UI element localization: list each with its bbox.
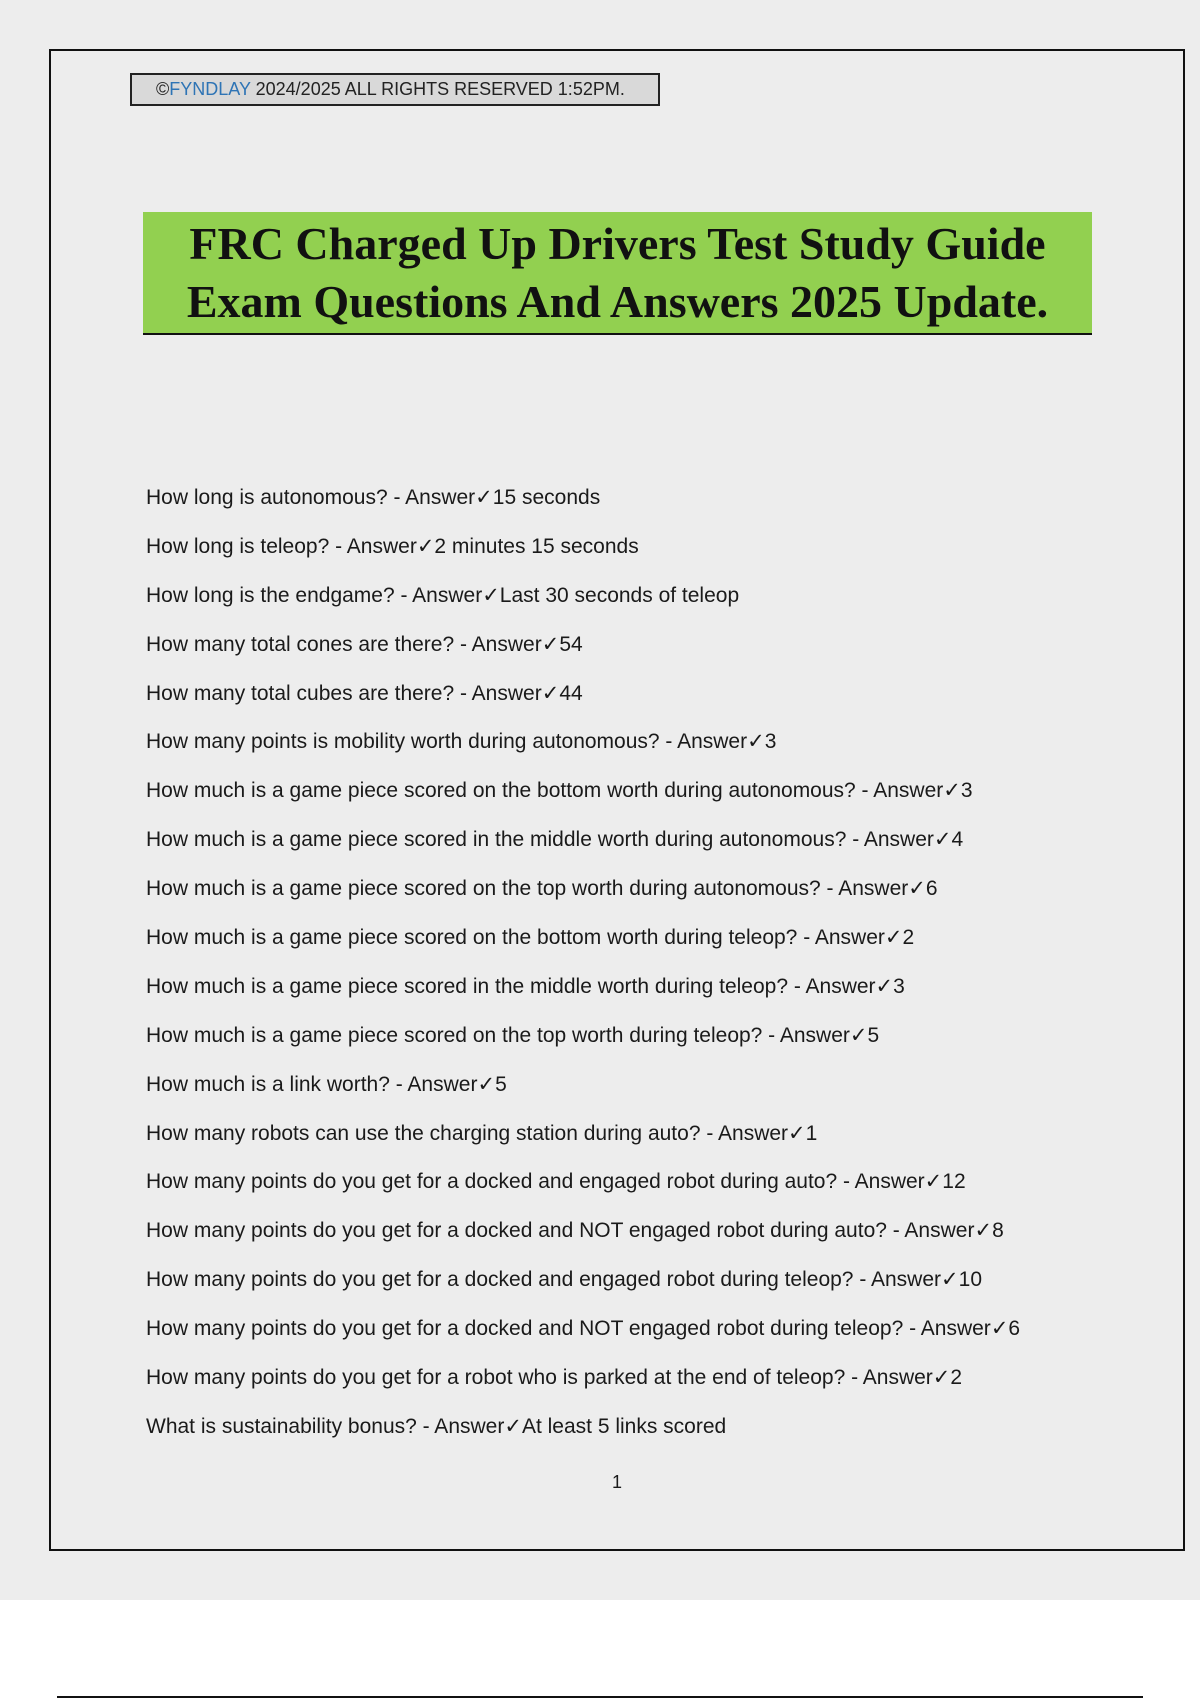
check-icon: ✓ xyxy=(747,730,765,754)
answer-text: 6 xyxy=(1008,1317,1021,1341)
check-icon: ✓ xyxy=(941,1268,959,1292)
answer-text: At least 5 links scored xyxy=(521,1414,727,1438)
qa-item xyxy=(146,1360,1146,1409)
qa-item xyxy=(146,920,1146,969)
qa-item xyxy=(146,627,1146,676)
answer-text: 54 xyxy=(559,632,583,656)
check-icon: ✓ xyxy=(788,1121,806,1145)
qa-item xyxy=(146,871,1146,920)
check-icon: ✓ xyxy=(541,681,560,705)
question-text: How much is a game piece scored on the top worth during teleop? - Answer xyxy=(146,1023,850,1047)
question-text: How much is a game piece scored on the bottom worth during teleop? - Answer xyxy=(146,926,885,950)
document-title xyxy=(143,212,1092,335)
qa-item xyxy=(146,578,1146,627)
qa-item xyxy=(146,773,1146,822)
qa-item xyxy=(146,969,1146,1018)
answer-text: 12 xyxy=(942,1170,966,1194)
title-line-2: Exam Questions And Answers 2025 Update. xyxy=(186,276,1049,327)
check-icon: ✓ xyxy=(541,632,560,656)
qa-item xyxy=(146,676,1146,725)
qa-item xyxy=(146,529,1146,578)
check-icon: ✓ xyxy=(932,1366,951,1390)
answer-text: 2 xyxy=(902,926,915,950)
qa-item xyxy=(146,1164,1146,1213)
answer-text: 10 xyxy=(958,1268,982,1292)
question-text: How long is teleop? - Answer xyxy=(146,534,417,558)
copyright-notice xyxy=(130,73,660,106)
copyright-text: 2024/2025 ALL RIGHTS RESERVED 1:52PM. xyxy=(250,79,625,99)
check-icon: ✓ xyxy=(482,583,500,607)
question-text: How much is a game piece scored on the bottom worth during autonomous? - Answer xyxy=(146,779,944,803)
check-icon: ✓ xyxy=(924,1170,943,1194)
answer-text: 3 xyxy=(893,974,905,998)
qa-item xyxy=(146,1116,1146,1165)
check-icon: ✓ xyxy=(475,486,493,509)
question-text: How many points is mobility worth during autonomous? - Answer xyxy=(146,730,748,754)
answer-text: 8 xyxy=(992,1219,1004,1243)
question-text: How many points do you get for a docked and engaged robot during teleop? - Answer xyxy=(146,1268,942,1292)
question-text: How many total cones are there? - Answer xyxy=(146,632,542,656)
copyright-brand: FYNDLAY xyxy=(169,79,251,99)
qa-item xyxy=(146,480,1146,529)
check-icon: ✓ xyxy=(990,1317,1009,1341)
answer-text: 44 xyxy=(559,681,583,705)
answer-text: 5 xyxy=(867,1023,880,1047)
bottom-divider xyxy=(57,1696,1143,1698)
qa-list xyxy=(146,480,1146,1458)
answer-text: 2 minutes 15 seconds xyxy=(434,534,639,558)
answer-text: 1 xyxy=(805,1121,818,1145)
question-text: How much is a game piece scored in the middle worth during autonomous? - Answer xyxy=(146,828,934,852)
answer-text: 15 seconds xyxy=(492,486,601,509)
answer-text: 5 xyxy=(495,1072,507,1096)
check-icon: ✓ xyxy=(504,1414,522,1438)
qa-item xyxy=(146,1213,1146,1262)
qa-item xyxy=(146,1311,1146,1360)
question-text: How much is a game piece scored in the middle worth during teleop? - Answer xyxy=(146,974,876,998)
check-icon: ✓ xyxy=(477,1072,496,1096)
answer-text: 3 xyxy=(960,779,973,803)
question-text: How many points do you get for a docked and NOT engaged robot during auto? - Answer xyxy=(146,1219,975,1243)
title-line-1: FRC Charged Up Drivers Test Study Guide xyxy=(189,218,1046,269)
question-text: How many points do you get for a docked and engaged robot during auto? - Answer xyxy=(146,1170,925,1194)
check-icon: ✓ xyxy=(933,828,952,852)
question-text: How much is a link worth? - Answer xyxy=(146,1072,478,1096)
answer-text: Last 30 seconds of teleop xyxy=(499,583,740,607)
check-icon: ✓ xyxy=(943,779,961,803)
check-icon: ✓ xyxy=(416,534,435,558)
qa-item xyxy=(146,1409,1146,1458)
answer-text: 6 xyxy=(925,877,938,901)
question-text: How many total cubes are there? - Answer xyxy=(146,681,542,705)
question-text: How many points do you get for a robot who is parked at the end of teleop? - Answer xyxy=(146,1366,933,1390)
question-text: How many robots can use the charging station during auto? - Answer xyxy=(146,1121,789,1145)
question-text: How many points do you get for a docked and NOT engaged robot during teleop? - Answer xyxy=(146,1317,991,1341)
question-text: How much is a game piece scored on the top worth during autonomous? - Answer xyxy=(146,877,909,901)
check-icon: ✓ xyxy=(908,877,926,901)
copyright-symbol: © xyxy=(156,79,170,99)
answer-text: 3 xyxy=(764,730,777,754)
check-icon: ✓ xyxy=(849,1023,868,1047)
answer-text: 2 xyxy=(950,1366,963,1390)
answer-text: 4 xyxy=(951,828,964,852)
qa-item xyxy=(146,1262,1146,1311)
qa-item xyxy=(146,724,1146,773)
page-number: 1 xyxy=(611,1472,622,1492)
question-text: How long is autonomous? - Answer xyxy=(146,486,476,509)
check-icon: ✓ xyxy=(884,926,903,950)
question-text: How long is the endgame? - Answer xyxy=(146,583,483,607)
check-icon: ✓ xyxy=(875,974,894,998)
qa-item xyxy=(146,1018,1146,1067)
qa-item xyxy=(146,822,1146,871)
check-icon: ✓ xyxy=(974,1219,993,1243)
qa-item xyxy=(146,1067,1146,1116)
question-text: What is sustainability bonus? - Answer xyxy=(146,1414,505,1438)
